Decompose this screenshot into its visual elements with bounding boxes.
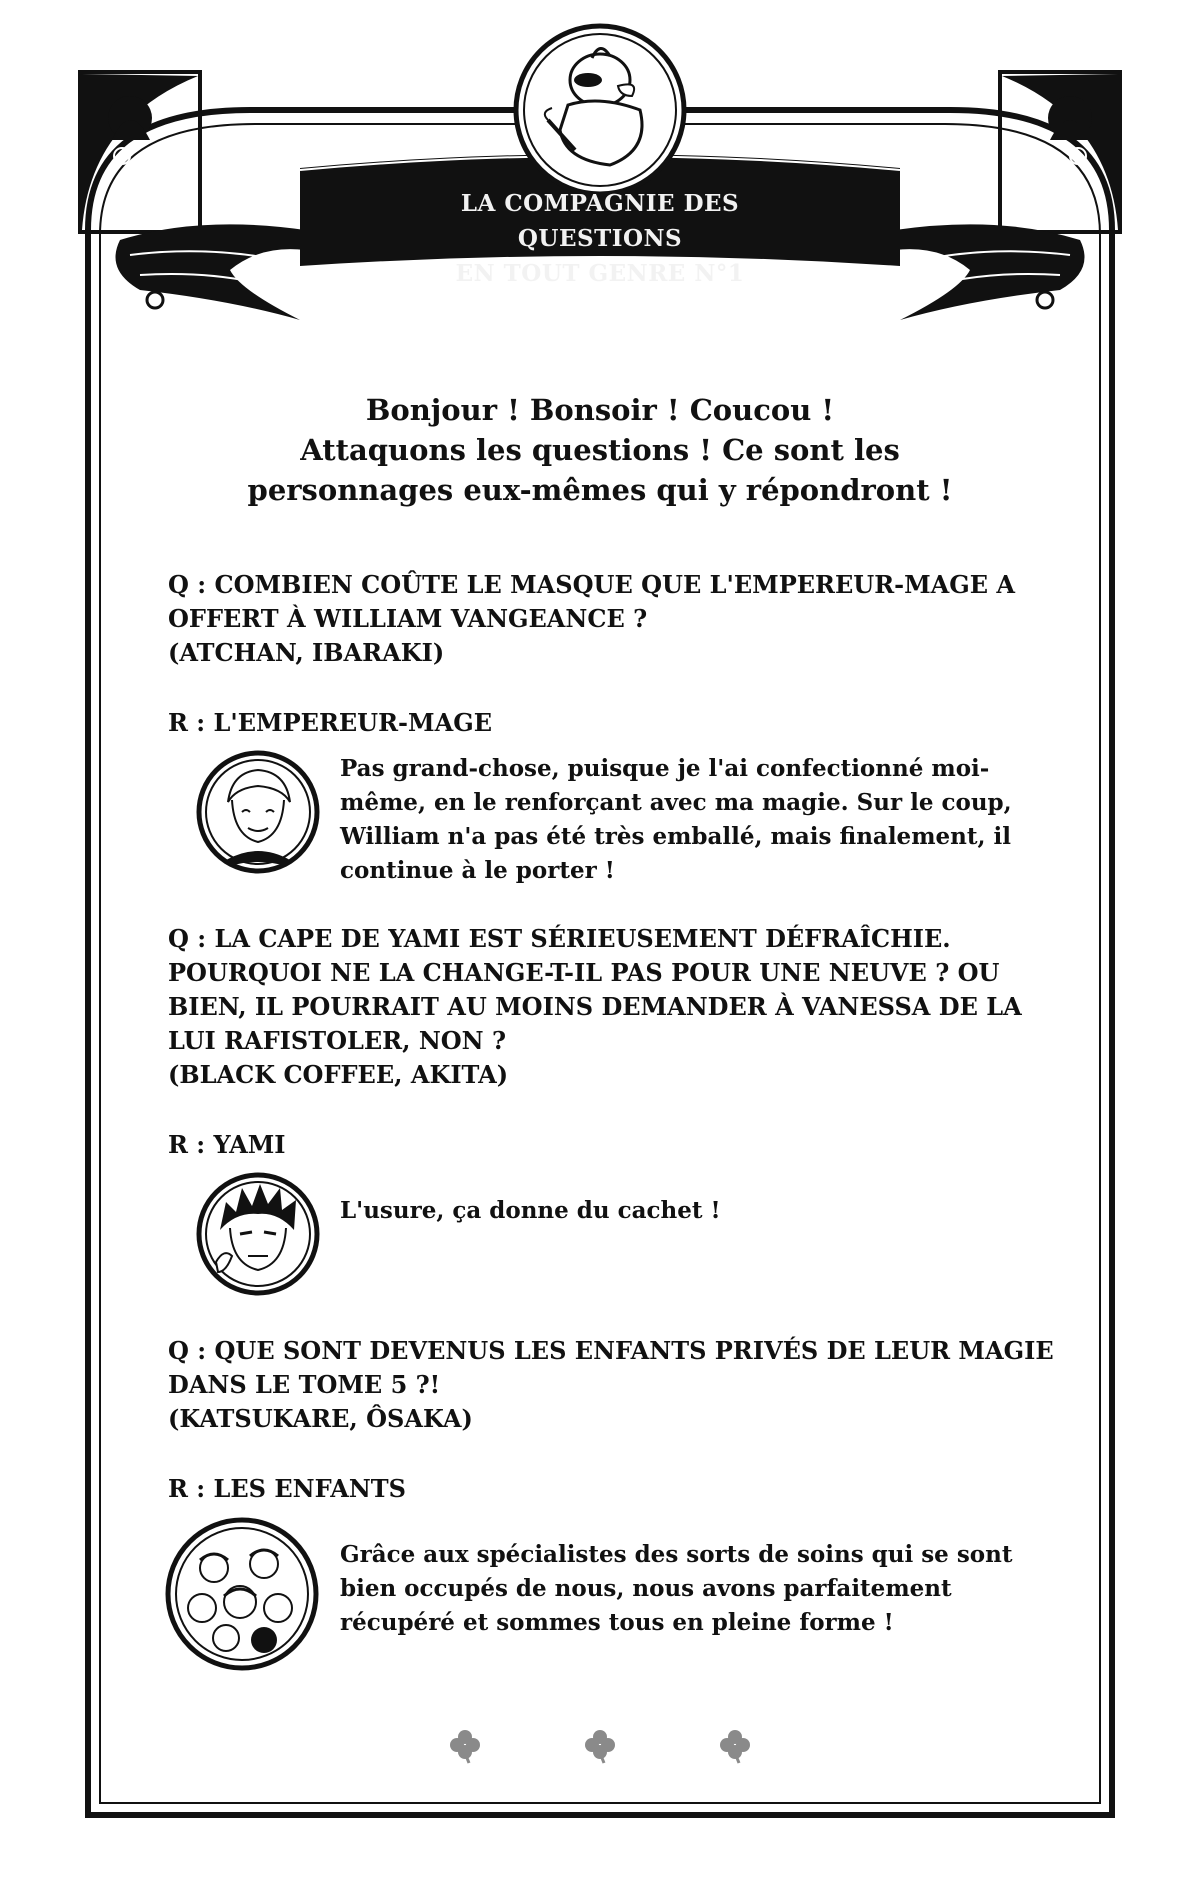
answer-line: Pas grand-chose, puisque je l'ai confectionné moi- xyxy=(340,755,990,782)
question-line: Q : QUE SONT DEVENUS LES ENFANTS PRIVÉS DE LEUR MAGIE xyxy=(168,1336,1054,1365)
banner-title-line2: EN TOUT GENRE N°1 xyxy=(455,260,745,287)
question-line: POURQUOI NE LA CHANGE-T-IL PAS POUR UNE NEUVE ? OU xyxy=(168,958,1000,987)
intro-line: Bonjour ! Bonsoir ! Coucou ! xyxy=(365,393,835,427)
question-line: OFFERT À WILLIAM VANGEANCE ? xyxy=(168,604,648,633)
yami-portrait xyxy=(196,1172,320,1296)
responder-1: R : L'EMPEREUR-MAGE xyxy=(168,708,492,737)
banner-title xyxy=(380,186,820,291)
ribbon-right-tail xyxy=(895,224,1085,320)
question-2 xyxy=(168,922,1048,1092)
responder-2: R : YAMI xyxy=(168,1130,286,1159)
question-3 xyxy=(168,1334,1054,1436)
intro-line: Attaquons les questions ! Ce sont les xyxy=(300,433,900,467)
clover-icon xyxy=(720,1730,750,1763)
question-line: DANS LE TOME 5 ?! xyxy=(168,1370,441,1399)
question-line: (BLACK COFFEE, AKITA) xyxy=(168,1060,509,1089)
emperor-mage-portrait xyxy=(196,750,320,874)
answer-1 xyxy=(340,752,1040,888)
question-line: (KATSUKARE, ÔSAKA) xyxy=(168,1404,473,1433)
children-portrait xyxy=(164,1516,320,1672)
question-line: Q : LA CAPE DE YAMI EST SÉRIEUSEMENT DÉFRAÎCHIE. xyxy=(168,924,951,953)
intro-line: personnages eux-mêmes qui y répondront ! xyxy=(247,473,953,507)
answer-line: continue à le porter ! xyxy=(340,857,615,884)
answer-3 xyxy=(340,1538,1040,1640)
answer-line: récupéré et sommes tous en pleine forme ! xyxy=(340,1609,894,1636)
ribbon-left-tail xyxy=(116,224,306,320)
answer-line: même, en le renforçant avec ma magie. Sur le coup, xyxy=(340,789,1012,816)
question-line: LUI RAFISTOLER, NON ? xyxy=(168,1026,507,1055)
answer-line: bien occupés de nous, nous avons parfaitement xyxy=(340,1575,952,1602)
question-1 xyxy=(168,568,1048,670)
clover-icon xyxy=(585,1730,615,1763)
answer-2 xyxy=(340,1194,1040,1228)
clover-divider xyxy=(440,1725,760,1765)
responder-3: R : LES ENFANTS xyxy=(168,1474,406,1503)
answer-line: Grâce aux spécialistes des sorts de soins qui se sont xyxy=(340,1541,1013,1568)
banner-title-line1: LA COMPAGNIE DES QUESTIONS xyxy=(460,190,740,252)
question-line: (ATCHAN, IBARAKI) xyxy=(168,638,445,667)
question-line: Q : COMBIEN COÛTE LE MASQUE QUE L'EMPEREUR-MAGE A xyxy=(168,570,1016,599)
question-line: BIEN, IL POURRAIT AU MOINS DEMANDER À VANESSA DE LA xyxy=(168,992,1022,1021)
intro-text xyxy=(160,390,1040,510)
clover-icon xyxy=(450,1730,480,1763)
answer-line: William n'a pas été très emballé, mais finalement, il xyxy=(340,823,1011,850)
duck-mascot-icon xyxy=(516,26,684,194)
answer-line: L'usure, ça donne du cachet ! xyxy=(340,1197,721,1224)
